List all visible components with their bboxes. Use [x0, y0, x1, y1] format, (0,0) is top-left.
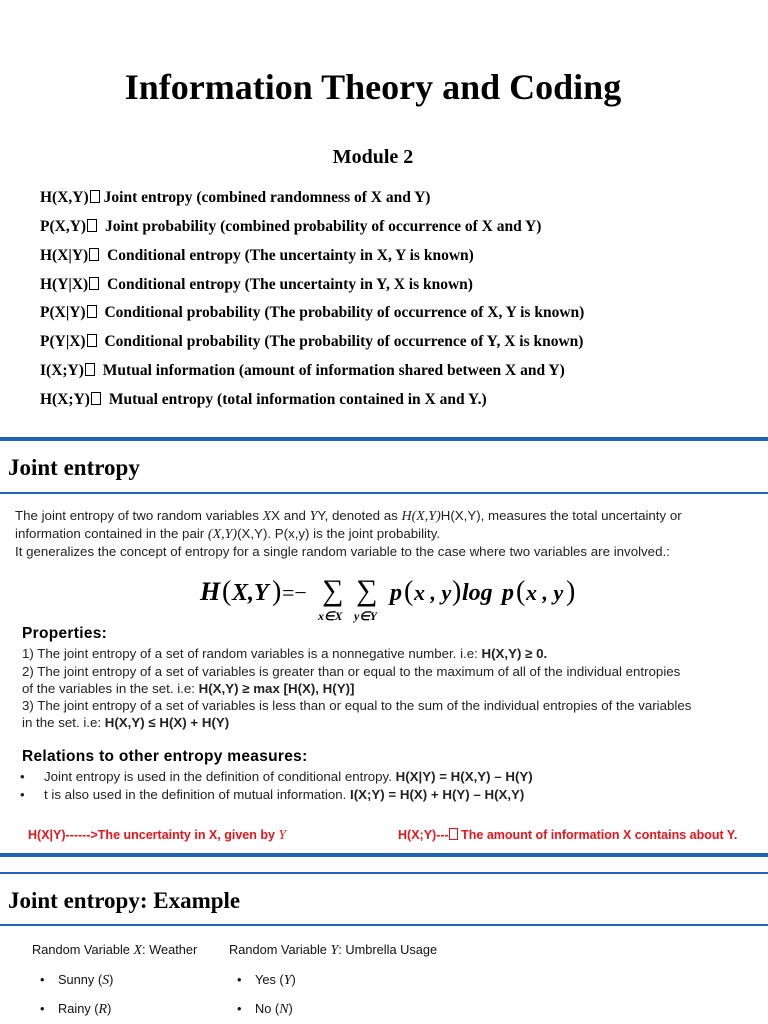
- formula-sum-2-sub: y∈Y: [354, 609, 378, 623]
- property-1: 1) The joint entropy of a set of random variables is a nonnegative number. i.e: H(X,Y) ≥ 0.: [22, 646, 548, 661]
- formula-paren: (: [516, 576, 526, 607]
- definition-term: H(X,Y): [40, 189, 89, 206]
- definition-desc: Mutual entropy (total information contained in X and Y.): [104, 391, 487, 408]
- missing-glyph-icon: [87, 305, 97, 318]
- missing-glyph-icon: [91, 392, 101, 405]
- formula-sum-2: ∑: [356, 574, 378, 607]
- missing-glyph-icon: [87, 219, 97, 232]
- formula-sum-1-sub: x∈X: [318, 609, 343, 623]
- example-heading: Joint entropy: Example: [8, 888, 241, 913]
- definition-term: P(X,Y): [40, 218, 87, 235]
- math-symbol: H(X,Y): [401, 509, 441, 524]
- definition-row: [40, 333, 583, 351]
- variable-y-heading: Random Variable Y: Umbrella Usage: [229, 942, 438, 958]
- math-symbol: Y: [330, 943, 339, 958]
- bullet-icon: •: [20, 769, 25, 784]
- formula-p2-args: x , y: [526, 580, 564, 605]
- missing-glyph-icon: [87, 334, 97, 347]
- section-divider: [0, 853, 768, 857]
- math-symbol: X: [262, 509, 272, 524]
- definition-row: [40, 247, 474, 265]
- mutual-entropy-note: H(X;Y)--- The amount of information X contains about Y.: [398, 828, 738, 842]
- section-divider: [0, 437, 768, 441]
- formula-lhs-h: H: [200, 577, 221, 606]
- bullet-icon: •: [40, 972, 45, 987]
- module-title: Module 2: [332, 146, 414, 168]
- formula-p1-args: x , y: [414, 580, 452, 605]
- definition-desc: Joint entropy (combined randomness of X and Y): [103, 189, 431, 206]
- definition-desc: Conditional probability (The probability of occurrence of X, Y is known): [100, 304, 585, 321]
- math-symbol: Y: [278, 828, 287, 843]
- definition-desc: Conditional entropy (The uncertainty in Y, X is known): [103, 276, 473, 293]
- missing-glyph-icon: [90, 190, 100, 203]
- definition-row: [40, 189, 430, 207]
- intro-line-3: It generalizes the concept of entropy for a single random variable to the case where two variables are involved.:: [15, 544, 670, 559]
- formula-sum-1: ∑: [322, 574, 344, 607]
- properties-heading: Properties:: [22, 625, 108, 642]
- formula-paren: ): [272, 576, 282, 607]
- definition-term: H(Y|X): [40, 276, 89, 293]
- heading-underline: [0, 492, 768, 494]
- variable-x-item: • Rainy (R): [40, 1001, 112, 1017]
- property-2: 2) The joint entropy of a set of variables is greater than or equal to the maximum of all of the individual entropies of the variables in the set. i.e: H(X,Y) ≥ max [H(X), H(Y)]: [22, 664, 681, 696]
- property-3: 3) The joint entropy of a set of variables is less than or equal to the sum of the individual entropies of the variables in the set. i.e: H(X,Y) ≤ H(X) + H(Y): [22, 698, 692, 730]
- definition-term: I(X;Y): [40, 362, 84, 379]
- relation-item: • Joint entropy is used in the definition of conditional entropy. H(X|Y) = H(X,Y) – H(Y): [20, 769, 533, 784]
- formula-paren: (: [404, 576, 414, 607]
- formula-lhs-args: X,Y: [232, 580, 269, 606]
- joint-entropy-formula: [0, 572, 768, 628]
- variable-y-item: • Yes (Y): [237, 972, 296, 988]
- math-symbol: (X,Y): [207, 527, 238, 542]
- relations-heading: Relations to other entropy measures:: [22, 748, 308, 765]
- missing-glyph-icon: [89, 248, 99, 261]
- formula-paren: ): [566, 576, 576, 607]
- definition-row: [40, 391, 487, 409]
- definition-desc: Conditional entropy (The uncertainty in X, Y is known): [103, 247, 474, 264]
- conditional-entropy-note: H(X|Y)------>The uncertainty in X, given by Y: [28, 828, 287, 843]
- missing-glyph-icon: [89, 277, 99, 290]
- formula-p1: p: [390, 580, 402, 606]
- section-heading: Joint entropy: [8, 455, 140, 480]
- variable-x-heading: Random Variable X: Weather: [32, 942, 198, 958]
- intro-line-1: The joint entropy of two random variables XX and YY, denoted as H(X,Y)H(X,Y), measures the total uncertainty or: [15, 508, 682, 524]
- bullet-icon: •: [237, 1001, 242, 1016]
- definition-term: H(X;Y): [40, 391, 90, 408]
- formula-log: log: [462, 580, 493, 606]
- definition-term: H(X|Y): [40, 247, 89, 264]
- bullet-icon: •: [20, 787, 25, 802]
- math-symbol: Y: [309, 509, 318, 524]
- definition-row: [40, 304, 584, 322]
- variable-y-item: • No (N): [237, 1001, 293, 1017]
- formula-paren: (: [222, 576, 232, 607]
- missing-glyph-icon: [85, 363, 95, 376]
- definition-term: P(X|Y): [40, 304, 86, 321]
- variable-x-item: • Sunny (S): [40, 972, 114, 988]
- definition-term: P(Y|X): [40, 333, 86, 350]
- definition-desc: Joint probability (combined probability of occurrence of X and Y): [101, 218, 542, 235]
- definition-row: [40, 276, 473, 294]
- section-divider-top: [0, 872, 768, 874]
- definition-row: [40, 362, 565, 380]
- intro-paragraph: [15, 507, 763, 560]
- bullet-icon: •: [237, 972, 242, 987]
- missing-glyph-icon: [449, 828, 458, 840]
- page-title: Information Theory and Coding: [124, 67, 622, 107]
- definition-desc: Conditional probability (The probability of occurrence of Y, X is known): [100, 333, 584, 350]
- definition-desc: Mutual information (amount of information shared between X and Y): [98, 362, 565, 379]
- definition-row: [40, 218, 541, 236]
- math-symbol: X: [133, 943, 143, 958]
- formula-eq: =−: [282, 580, 307, 605]
- relation-item: • t is also used in the definition of mutual information. I(X;Y) = H(X) + H(Y) – H(X,Y): [20, 787, 525, 802]
- formula-p2: p: [502, 580, 514, 606]
- intro-line-2: information contained in the pair (X,Y)(X,Y). P(x,y) is the joint probability.: [15, 526, 441, 542]
- formula-paren: ): [452, 576, 462, 607]
- bullet-icon: •: [40, 1001, 45, 1016]
- heading-underline: [0, 924, 768, 926]
